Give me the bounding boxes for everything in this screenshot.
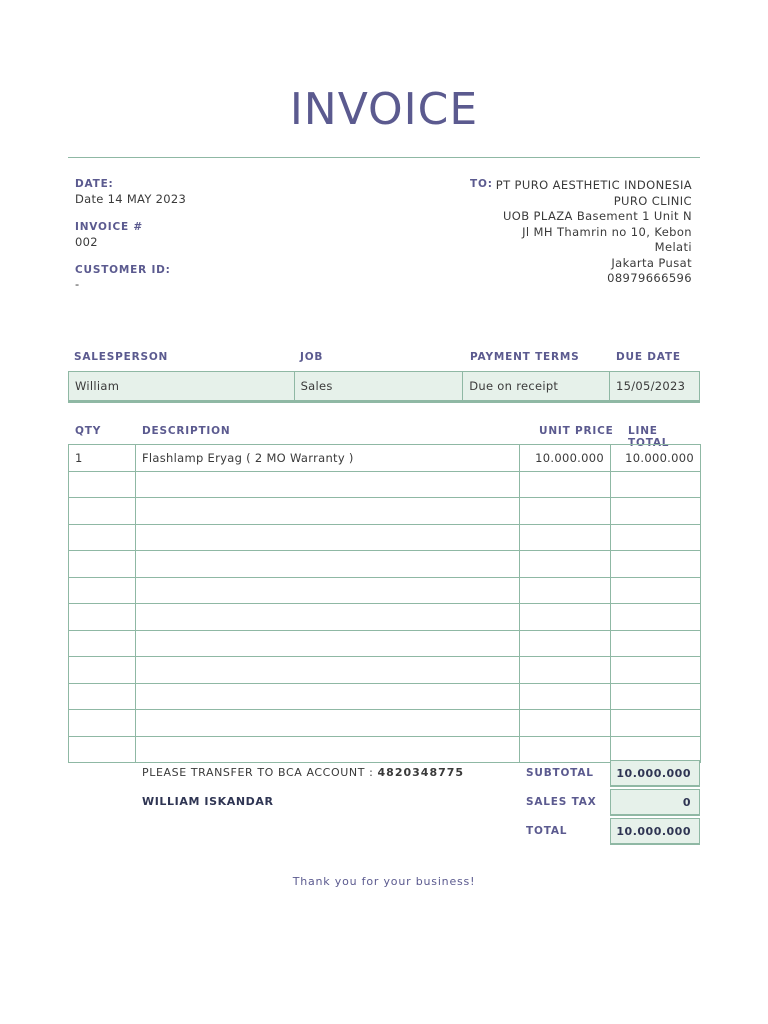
table-row [69,551,701,578]
qty-cell [69,551,136,578]
recipient-line: Jakarta Pusat [611,255,692,270]
description-cell [136,551,520,578]
unit-price-cell [520,498,611,525]
invoice-number-value: 002 [75,235,98,249]
line-total-cell [611,498,701,525]
table-row [69,657,701,684]
line-total-cell [611,551,701,578]
unit-price-cell [520,604,611,631]
description-cell [136,498,520,525]
table-row [69,577,701,604]
line-total-cell [611,471,701,498]
sales-table-underline [68,401,700,403]
transfer-instruction [142,766,464,779]
line-total-cell [611,524,701,551]
qty-cell [69,498,136,525]
unit-price-header: UNIT PRICE [539,425,614,437]
unit-price-cell [520,577,611,604]
recipient-line: Melati [654,240,692,254]
description-cell [136,630,520,657]
line-total-cell [611,604,701,631]
transfer-text: PLEASE TRANSFER TO BCA ACCOUNT : [142,766,378,779]
unit-price-cell [520,471,611,498]
job-header: JOB [300,351,324,363]
table-row [69,683,701,710]
description-cell [136,657,520,684]
description-header: DESCRIPTION [142,425,231,437]
sales-table [68,371,700,401]
to-label: TO: [470,178,493,190]
recipient-line: 08979666596 [607,271,692,285]
line-total-cell [611,736,701,763]
line-total-cell [611,577,701,604]
description-cell [136,577,520,604]
qty-cell [69,524,136,551]
total-value: 10.000.000 [610,818,700,845]
items-table [68,444,701,763]
qty-cell [69,710,136,737]
thank-you-note: Thank you for your business! [292,875,476,888]
invoice-number-label: INVOICE # [75,221,144,233]
sales-tax-label: SALES TAX [526,796,597,808]
line-total-cell [611,630,701,657]
description-cell [136,710,520,737]
customer-id-value: - [75,277,80,291]
description-cell [136,471,520,498]
qty-cell [69,657,136,684]
unit-price-cell [520,736,611,763]
payment-terms-cell: Due on receipt [463,372,610,401]
total-label: TOTAL [526,825,568,837]
recipient-line: UOB PLAZA Basement 1 Unit N [502,209,692,223]
line-total-header: LINE TOTAL [628,425,670,449]
line-total-cell [611,683,701,710]
signer-name: WILLIAM ISKANDAR [142,795,274,808]
qty-cell: 1 [69,445,136,472]
unit-price-cell [520,657,611,684]
table-row [69,736,701,763]
salesperson-cell: William [69,372,295,401]
line-total-cell [611,657,701,684]
qty-cell [69,577,136,604]
line-total-cell: 10.000.000 [611,445,701,472]
job-cell: Sales [294,372,463,401]
due-date-header: DUE DATE [616,351,681,363]
recipient-address [482,178,692,287]
payment-terms-header: PAYMENT TERMS [470,351,580,363]
qty-cell [69,604,136,631]
unit-price-cell [520,710,611,737]
sales-table-headers [68,351,700,365]
description-cell: Flashlamp Eryag ( 2 MO Warranty ) [136,445,520,472]
recipient-line: Jl MH Thamrin no 10, Kebon [522,224,692,239]
qty-cell [69,630,136,657]
table-row [69,604,701,631]
due-date-cell: 15/05/2023 [609,372,699,401]
table-row [69,445,701,472]
line-total-cell [611,710,701,737]
unit-price-cell [520,683,611,710]
recipient-line: PT PURO AESTHETIC INDONESIA [495,178,692,192]
table-row [69,710,701,737]
account-number: 4820348775 [377,766,465,779]
customer-id-label: CUSTOMER ID: [75,264,171,276]
date-value: Date 14 MAY 2023 [75,192,187,206]
salesperson-header: SALESPERSON [74,351,169,363]
header-divider [68,157,700,158]
qty-cell [69,471,136,498]
table-row [69,630,701,657]
qty-cell [69,736,136,763]
table-row [69,498,701,525]
subtotal-label: SUBTOTAL [526,767,594,779]
sales-tax-value: 0 [610,789,700,816]
sales-row [69,372,700,401]
description-cell [136,524,520,551]
unit-price-cell [520,630,611,657]
description-cell [136,736,520,763]
date-label: DATE: [75,178,114,190]
unit-price-cell: 10.000.000 [520,445,611,472]
qty-cell [69,683,136,710]
description-cell [136,604,520,631]
unit-price-cell [520,524,611,551]
items-table-headers [68,425,700,449]
subtotal-value: 10.000.000 [610,760,700,787]
table-row [69,471,701,498]
description-cell [136,683,520,710]
invoice-title: INVOICE [289,84,479,135]
qty-header: QTY [75,425,102,437]
recipient-line: PURO CLINIC [613,193,692,208]
unit-price-cell [520,551,611,578]
table-row [69,524,701,551]
